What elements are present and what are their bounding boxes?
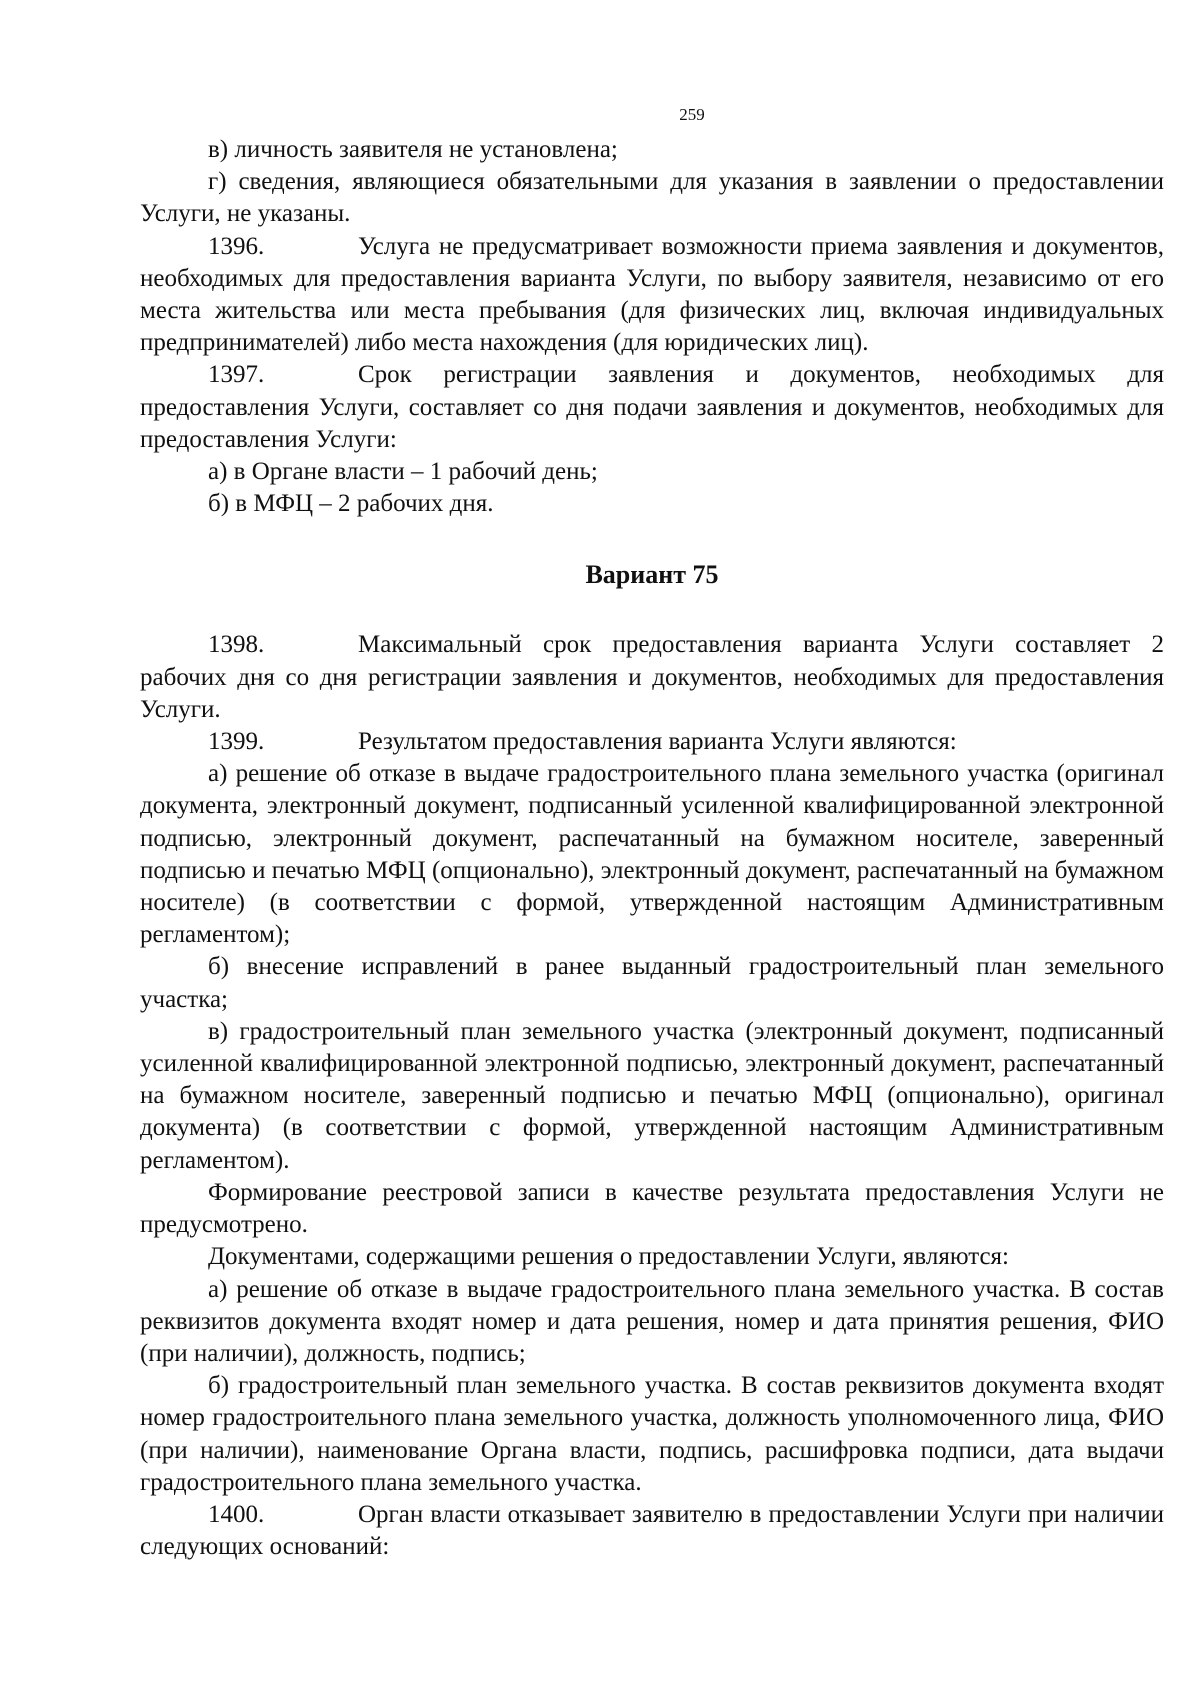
section-heading: Вариант 75 [585,560,719,590]
doc-item-a: а) решение об отказе в выдаче градостроительного плана земельного участка. В состав реквизитов документа входят номер и дата решения, номер и дата принятия решения, ФИО (при наличии), должность, подпись; [140,1275,1164,1367]
clause-number: 1397. [208,361,265,389]
paragraph-top-v: в) личность заявителя не установлена; [208,136,618,163]
list-item-b: б) в МФЦ – 2 рабочих дня. [208,490,494,518]
clause-number: 1400. [208,1500,265,1528]
clause-text: Срок регистрации заявления и документов, необходимых для предоставления Услуги, составляет со дня подачи заявления и документов, необходимых для предоставления Услуги: [140,361,1164,453]
document-page [140,100,1164,1563]
clause-text: Услуга не предусматривает возможности приема заявления и документов, необходимых для предоставления варианта Услуги, по выбору заявителя, независимо от его места жительства или места пребывания (для физических лиц, включая индивидуальных предпринимателей) либо места нахождения (для юридических лиц). [140,232,1164,357]
clause-1396 [140,231,1164,360]
registry-note: Формирование реестровой записи в качестве результата предоставления Услуги не предусмотрено. [140,1178,1164,1239]
docs-intro: Документами, содержащими решения о предоставлении Услуги, являются: [208,1243,1009,1271]
clause-text: Результатом предоставления варианта Услуги являются: [358,728,957,756]
result-item-v: в) градостроительный план земельного участка (электронный документ, подписанный усиленной квалифицированной электронной подписью, электронный документ, распечатанный на бумажном носителе, заверенный подписью и печатью МФЦ (опционально), оригинал документа) (в соответствии с формой, утвержденной настоящим Административным регламентом). [140,1017,1164,1174]
clause-1397 [140,359,1164,456]
result-item-b: б) внесение исправлений в ранее выданный градостроительный план земельного участка; [140,953,1164,1013]
clause-number: 1399. [208,728,265,756]
clause-1398 [140,629,1164,726]
clause-text: Максимальный срок предоставления варианта Услуги составляет 2 рабочих дня со дня регистрации заявления и документов, необходимых для предоставления Услуги. [140,631,1164,723]
list-item-a: а) в Органе власти – 1 рабочий день; [208,458,598,486]
clause-text: Орган власти отказывает заявителю в предоставлении Услуги при наличии следующих оснований: [140,1500,1164,1561]
clause-number: 1396. [208,232,265,260]
doc-item-b: б) градостроительный план земельного участка. В состав реквизитов документа входят номер градостроительного плана земельного участка, должность уполномоченного лица, ФИО (при наличии), наименование Органа власти, подпись, расшифровка подписи, дата выдачи градостроительного плана земельного участка. [140,1372,1164,1496]
paragraph-top-g: г) сведения, являющиеся обязательными для указания в заявлении о предоставлении Услуги, не указаны. [140,168,1164,228]
page-number: 259 [679,105,705,124]
clause-number: 1398. [208,631,265,659]
result-item-a: а) решение об отказе в выдаче градостроительного плана земельного участка (оригинал документа, электронный документ, подписанный усиленной квалифицированной электронной подписью, электронный документ, распечатанный на бумажном носителе, заверенный подписью и печатью МФЦ (опционально), электронный документ, распечатанный на бумажном носителе) (в соответствии с формой, утвержденной настоящим Административным регламентом); [140,760,1164,949]
clause-1399 [140,726,1164,758]
clause-1400 [140,1499,1164,1563]
